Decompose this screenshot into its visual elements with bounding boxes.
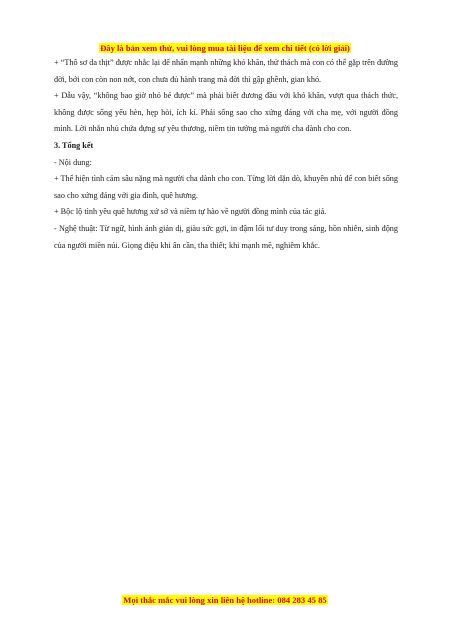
paragraph: + “Thô sơ da thịt” được nhắc lại để nhấn mạnh những khó khăn, thử thách mà con có thể gặp trên đường đời, bởi con còn non nớt, con chưa đủ hành trang mà đời thì gập ghềnh, gian khó. <box>54 58 398 84</box>
paragraph: - Nội dung: <box>54 157 92 167</box>
paragraph: - Nghệ thuật: Từ ngữ, hình ảnh giản dị, giàu sức gợi, in đậm lối tư duy trong sáng, hồn nhiên, sinh động của người miền núi. Giọng điệu khi ân cần, tha thiết; khi mạnh mẽ, nghiêm khắc. <box>54 223 398 250</box>
section-heading: 3. Tổng kết <box>54 140 94 150</box>
document-body <box>54 55 398 254</box>
hotline-text: Mọi thắc mắc vui lòng xin liên hệ hotline: 084 283 45 85 <box>123 595 327 605</box>
paragraph: + Bộc lộ tình yêu quê hương xứ sở và niềm tự hào về người đồng mình của tác giả. <box>54 207 327 217</box>
paragraph: + Dẫu vậy, “không bao giờ nhỏ bé được” mà phải biết đương đầu với khó khăn, vượt qua thách thức, không được sống yếu hèn, hẹp hòi, ích kỉ. Phải sống sao cho xứng đáng với cha mẹ, với người đồng mình. Lời nhắn nhủ chứa đựng sự yêu thương, niềm tin tưởng mà người cha dành cho con. <box>54 91 398 134</box>
hotline-banner <box>0 595 450 606</box>
preview-notice-banner <box>0 43 450 54</box>
paragraph: + Thể hiện tình cảm sâu nặng mà người cha dành cho con. Từng lời dặn dò, khuyên nhủ để con biết sống sao cho xứng đáng với gia đình, quê hương. <box>54 174 398 200</box>
preview-notice-text: Đây là bản xem thử, vui lòng mua tài liệu để xem chi tiết (có lời giải) <box>100 43 350 53</box>
